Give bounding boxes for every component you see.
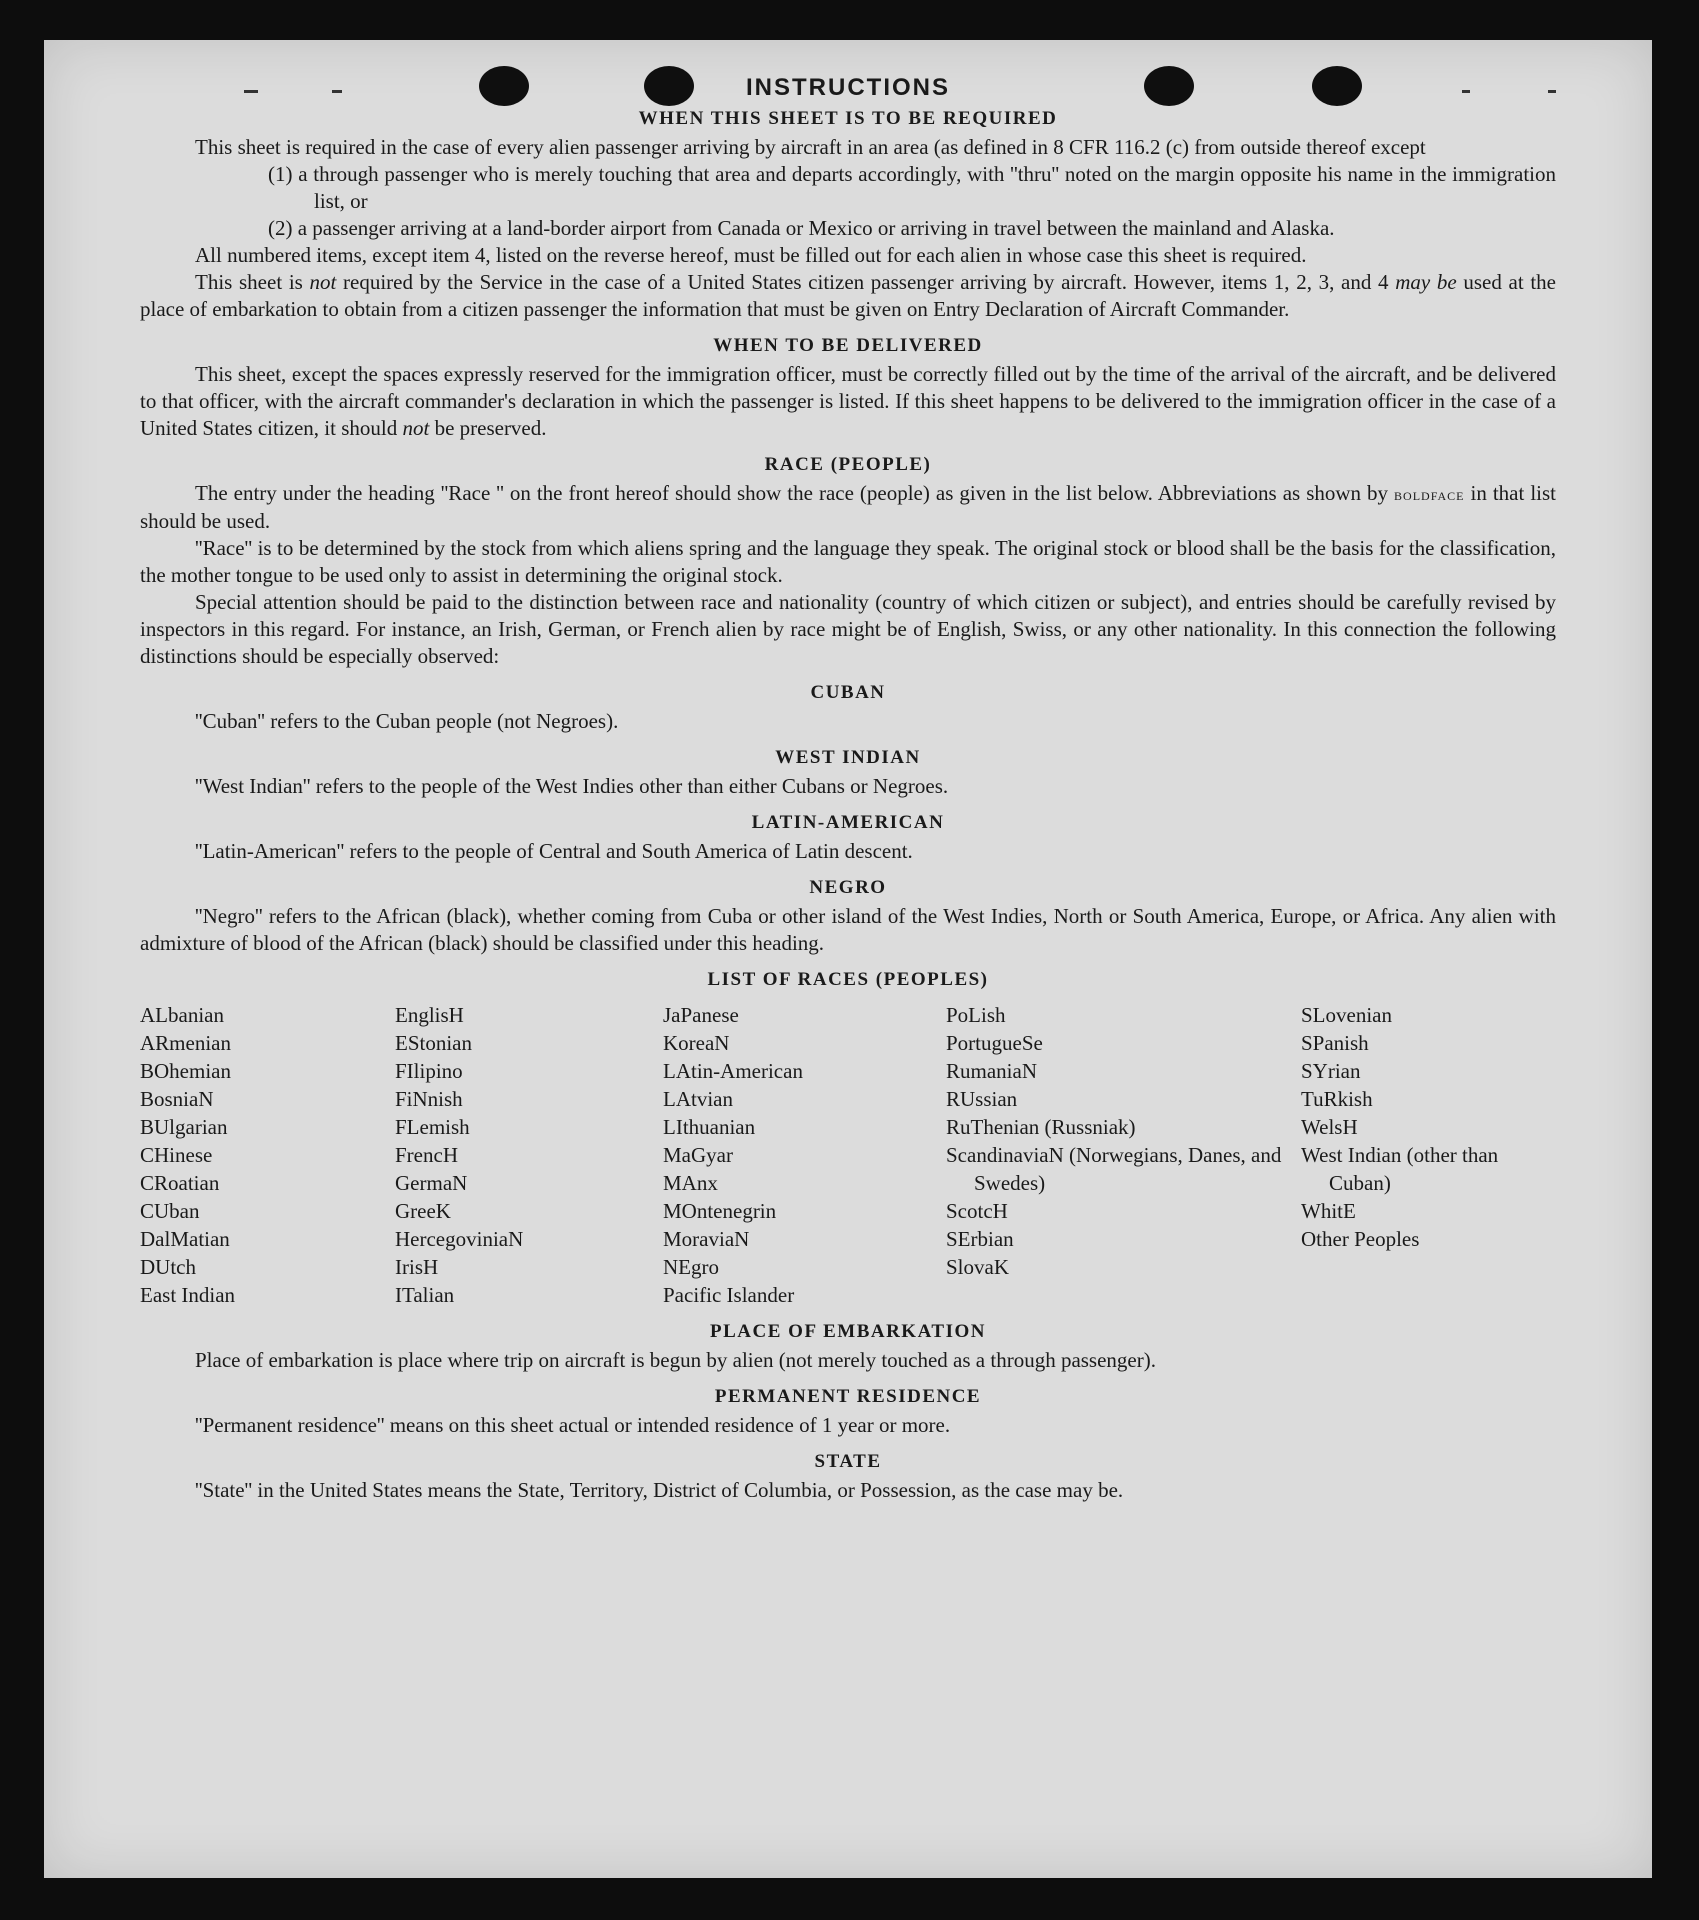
punch-hole	[1144, 66, 1194, 106]
race-item: PortugueSe	[946, 1031, 1043, 1055]
section-heading-permanent-residence: PERMANENT RESIDENCE	[714, 1386, 982, 1407]
paragraph: This sheet is required in the case of every alien passenger arriving by aircraft in an area (as defined in 8 CFR 116.2 (c) from outside thereof except	[195, 135, 1426, 159]
race-item: Other Peoples	[1301, 1227, 1420, 1251]
section-heading-embarkation: PLACE OF EMBARKATION	[710, 1321, 986, 1342]
paragraph: Special attention should be paid to the distinction between race and nationality (country of which citizen or subject), and entries should be carefully revised by inspectors in this regard. For instance, an Irish, German, or French alien by race might be of English, Swiss, or any other nationality. In this connection the following distinctions should be especially observed:	[140, 590, 1556, 668]
race-item: BOhemian	[140, 1059, 231, 1083]
race-item: DUtch	[140, 1255, 196, 1279]
race-item: SPanish	[1301, 1031, 1369, 1055]
paragraph: All numbered items, except item 4, listed on the reverse hereof, must be filled out for each alien in whose case this sheet is required.	[195, 243, 1307, 267]
section-heading-list-of-races: LIST OF RACES (PEOPLES)	[707, 969, 989, 990]
race-item: LIthuanian	[663, 1115, 756, 1139]
race-item: ScandinaviaN (Norwegians, Danes, and Swedes)	[946, 1143, 1282, 1195]
race-item: ITalian	[395, 1283, 455, 1307]
race-item: MOntenegrin	[663, 1199, 777, 1223]
race-item: LAtin-American	[663, 1059, 803, 1083]
paragraph: ''Permanent residence'' means on this sheet actual or intended residence of 1 year or more.	[195, 1413, 951, 1437]
race-item: WelsH	[1301, 1115, 1358, 1139]
race-item: BosniaN	[140, 1087, 214, 1111]
race-item: ScotcH	[946, 1199, 1008, 1223]
races-column	[663, 1001, 946, 1309]
race-item: CRoatian	[140, 1171, 220, 1195]
race-item: CUban	[140, 1199, 200, 1223]
race-item: FLemish	[395, 1115, 470, 1139]
races-column	[140, 1001, 395, 1309]
race-item: Pacific Islander	[663, 1283, 795, 1307]
race-item: ARmenian	[140, 1031, 231, 1055]
paragraph: The entry under the heading ''Race '' on the front hereof should show the race (people) as given in the list below. Abbreviations as shown by boldface in that list should be used.	[140, 481, 1556, 533]
race-item: WhitE	[1301, 1199, 1356, 1223]
race-item: FIlipino	[395, 1059, 463, 1083]
paragraph: This sheet, except the spaces expressly reserved for the immigration officer, must be correctly filled out by the time of the arrival of the aircraft, and be delivered to that officer, with the aircraft commander's declaration in which the passenger is listed. If this sheet happens to be delivered to the immigration officer in the case of a United States citizen, it should not be preserved.	[140, 362, 1556, 440]
page-title: INSTRUCTIONS	[746, 74, 950, 101]
section-heading-required: WHEN THIS SHEET IS TO BE REQUIRED	[638, 108, 1058, 129]
paragraph: ''Race'' is to be determined by the stock from which aliens spring and the language they speak. The original stock or blood shall be the basis for the classification, the mother tongue to be used only to assist in determining the original stock.	[140, 536, 1556, 587]
exception-item: (2) a passenger arriving at a land-border airport from Canada or Mexico or arriving in travel between the mainland and Alaska.	[268, 216, 1335, 240]
race-item: JaPanese	[663, 1003, 739, 1027]
race-item: IrisH	[395, 1255, 439, 1279]
race-item: MoraviaN	[663, 1227, 750, 1251]
race-item: NEgro	[663, 1255, 719, 1279]
race-item: GermaN	[395, 1171, 468, 1195]
paragraph: Place of embarkation is place where trip on aircraft is begun by alien (not merely touched as a through passenger).	[195, 1348, 1156, 1372]
section-heading-latin-american: LATIN-AMERICAN	[751, 812, 945, 833]
paragraph: ''Latin-American'' refers to the people of Central and South America of Latin descent.	[195, 839, 913, 863]
race-item: RUssian	[946, 1087, 1018, 1111]
section-heading-state: STATE	[814, 1451, 882, 1472]
paragraph: ''Negro'' refers to the African (black), whether coming from Cuba or other island of the West Indies, North or South America, Europe, or Africa. Any alien with admixture of blood of the African (black) should be classified under this heading.	[140, 904, 1556, 955]
race-item: BUlgarian	[140, 1115, 228, 1139]
race-item: FrencH	[395, 1143, 458, 1167]
race-item: EStonian	[395, 1031, 472, 1055]
races-column	[1301, 1001, 1556, 1309]
section-heading-cuban: CUBAN	[810, 682, 886, 703]
race-item: GreeK	[395, 1199, 451, 1223]
paragraph: This sheet is not required by the Service in the case of a United States citizen passenger arriving by aircraft. However, items 1, 2, 3, and 4 may be used at the place of embarkation to obtain from a citizen passenger the information that must be given on Entry Declaration of Aircraft Commander.	[140, 270, 1557, 321]
punch-hole	[644, 66, 694, 106]
paragraph: ''Cuban'' refers to the Cuban people (not Negroes).	[195, 709, 619, 733]
race-item: DalMatian	[140, 1227, 230, 1251]
section-heading-west-indian: WEST INDIAN	[775, 747, 921, 768]
scan-mark	[1462, 90, 1470, 93]
section-heading-delivered: WHEN TO BE DELIVERED	[713, 335, 983, 356]
race-item: SErbian	[946, 1227, 1014, 1251]
race-item: CHinese	[140, 1143, 213, 1167]
race-item: West Indian (other than Cuban)	[1301, 1143, 1499, 1195]
exception-item: (1) a through passenger who is merely touching that area and departs accordingly, with ''thru'' noted on the margin opposite his name in the immigration list, or	[268, 162, 1556, 213]
paragraph: ''West Indian'' refers to the people of the West Indies other than either Cubans or Negroes.	[195, 774, 949, 798]
race-item: TuRkish	[1301, 1087, 1373, 1111]
race-item: SlovaK	[946, 1255, 1009, 1279]
punch-hole	[479, 66, 529, 106]
race-item: PoLish	[946, 1003, 1006, 1027]
document-page	[44, 40, 1652, 1878]
race-item: RuThenian (Russniak)	[946, 1115, 1136, 1139]
race-item: HercegoviniaN	[395, 1227, 524, 1251]
punch-hole	[1312, 66, 1362, 106]
races-column	[395, 1001, 663, 1309]
section-heading-race: RACE (PEOPLE)	[764, 454, 932, 475]
race-item: KoreaN	[663, 1031, 730, 1055]
race-item: LAtvian	[663, 1087, 733, 1111]
scan-mark	[1548, 90, 1556, 93]
race-item: East Indian	[140, 1283, 236, 1307]
race-item: FiNnish	[395, 1087, 463, 1111]
race-item: EnglisH	[395, 1003, 464, 1027]
section-heading-negro: NEGRO	[809, 877, 887, 898]
race-item: RumaniaN	[946, 1059, 1037, 1083]
race-item: MAnx	[663, 1171, 718, 1195]
race-item: ALbanian	[140, 1003, 224, 1027]
races-column	[946, 1001, 1301, 1309]
race-item: MaGyar	[663, 1143, 733, 1167]
scan-mark	[332, 90, 342, 93]
race-item: SLovenian	[1301, 1003, 1392, 1027]
scan-mark	[244, 90, 258, 93]
paragraph: ''State'' in the United States means the State, Territory, District of Columbia, or Possession, as the case may be.	[195, 1478, 1124, 1502]
races-list	[140, 1001, 1556, 1309]
race-item: SYrian	[1301, 1059, 1361, 1083]
